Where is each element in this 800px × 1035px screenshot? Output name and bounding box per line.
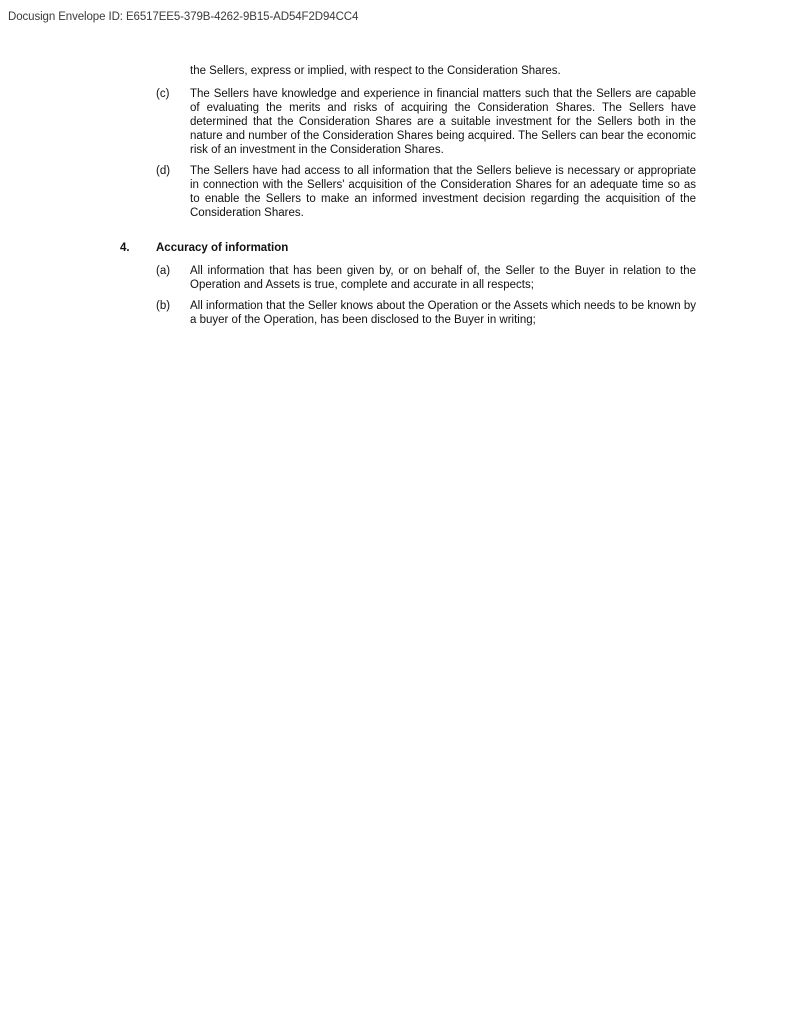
clause-4b-text: All information that the Seller knows about the Operation or the Assets which needs to be known by a buyer of the Operation, has been disclosed to the Buyer in writing; xyxy=(190,300,696,326)
clause-4b-letter: (b) xyxy=(156,300,171,312)
clause-3c-letter: (c) xyxy=(156,88,170,100)
clause-3-continuation-text: the Sellers, express or implied, with respect to the Consideration Shares. xyxy=(190,65,561,77)
clause-4-title: Accuracy of information xyxy=(156,242,289,254)
clause-3d-letter: (d) xyxy=(156,165,171,177)
clause-3d-text: The Sellers have had access to all information that the Sellers believe is necessary or appropriate in connection with the Sellers' acquisition of the Consideration Shares for an adequate time so as to enable the Sellers to make an informed investment decision regarding the acquisition of the Consideration Shares. xyxy=(190,165,696,219)
clause-3c-text: The Sellers have knowledge and experience in financial matters such that the Sellers are capable of evaluating the merits and risks of acquiring the Consideration Shares. The Sellers have determined that the Consideration Shares are a suitable investment for the Sellers both in the nature and number of the Consideration Shares being acquired. The Sellers can bear the economic risk of an investment in the Consideration Shares. xyxy=(190,88,696,156)
clause-4a-text: All information that has been given by, or on behalf of, the Seller to the Buyer in relation to the Operation and Assets is true, complete and accurate in all respects; xyxy=(190,265,696,291)
clause-4a-letter: (a) xyxy=(156,265,171,277)
clause-4-number: 4. xyxy=(120,242,130,254)
docusign-envelope-id: Docusign Envelope ID: E6517EE5-379B-4262-9B15-AD54F2D94CC4 xyxy=(8,11,359,23)
